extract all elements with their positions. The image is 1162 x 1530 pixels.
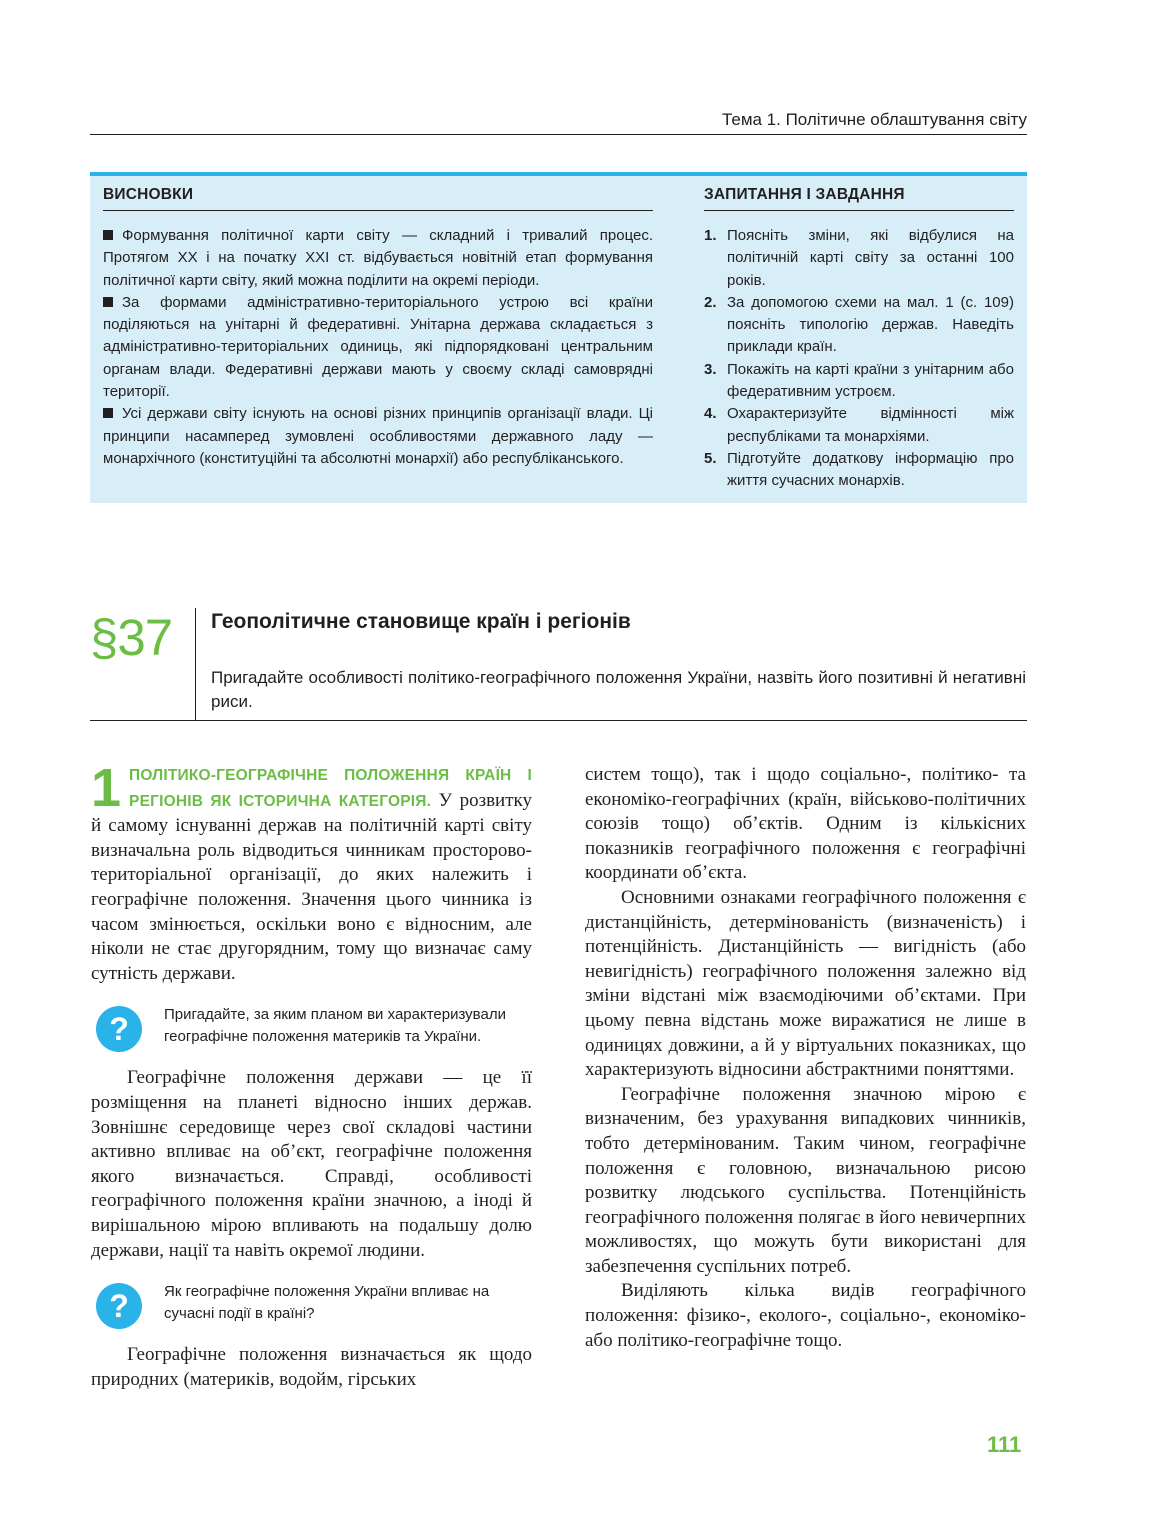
body-paragraph: Географічне положення визначається як щодо природних (материків, водойм, гірських	[91, 1344, 532, 1390]
question-text: Поясніть зміни, які відбулися на політичній карті світу за останні 100 років.	[727, 227, 1014, 289]
question-mark-icon: ?	[96, 1283, 142, 1329]
questions-title: ЗАПИТАННЯ І ЗАВДАННЯ	[704, 186, 1014, 211]
question-number: 5.	[704, 449, 717, 467]
question-number: 4.	[704, 405, 717, 423]
recall-question-text: Як географічне положення України впливає на сучасні події в країні?	[164, 1283, 490, 1323]
question-text: За допомогою схеми на мал. 1 (с. 109) поясніть типологію держав. Наведіть приклади країн.	[727, 293, 1014, 356]
conclusion-item	[103, 403, 653, 470]
section-number: §37	[90, 609, 173, 666]
conclusion-item	[103, 225, 653, 292]
running-head: Тема 1. Політичне облаштування світу	[721, 110, 1027, 129]
body-paragraph: Виділяють кілька видів географічного положення: фізико-, еколого-, соціально-, економіко- або політико-географічне тощо.	[585, 1280, 1026, 1351]
question-text: Покажіть на карті країни з унітарним або федеративним устроєм.	[727, 360, 1014, 401]
subsection-paragraph	[91, 758, 532, 986]
subsection-heading: ПОЛІТИКО-ГЕОГРАФІЧНЕ ПОЛОЖЕННЯ КРАЇН І РЕГІОНІВ ЯК ІСТОРИЧНА КАТЕГОРІЯ.	[129, 767, 532, 810]
conclusions-text	[103, 225, 653, 470]
conclusion-item	[103, 292, 653, 403]
question-item	[704, 359, 1014, 404]
question-item	[704, 448, 1014, 493]
body-paragraph: Географічне положення значною мірою є визначеним, без урахування випадкових чинників, тобто детермінованим. Таким чином, географічне положення є головною, визначальною рисою розвитку людського суспільства. Потенційність географічного положення полягає в його невичерпних можливостях, що можуть бути використані для забезпечення суспільних потреб.	[585, 1083, 1026, 1277]
question-item	[704, 403, 1014, 448]
question-number: 3.	[704, 360, 717, 378]
question-number: 1.	[704, 227, 717, 244]
conclusion-text: За формами адміністративно-територіального устрою всі країни поділяються на унітарні й федеративні. Унітарна держава складається з адміністративно-територіальних одиниць, які підпорядковані центральним органам влади. Федеративні держави мають у своєму складі самоврядні території.	[103, 293, 653, 401]
conclusions-title: ВИСНОВКИ	[103, 186, 653, 211]
conclusion-text: Усі держави світу існують на основі різних принципів організації влади. Ці принципи насамперед зумовлені особливостями державного ладу — монархічного (конституційні та абсолютні монархії) або республіканського.	[103, 405, 653, 467]
question-mark-icon: ?	[96, 1006, 142, 1052]
subsection-text: У розвитку й самому існуванні держав на політичній карті світу визначальна роль відводиться чинникам просторово-територіальної організації, до яких належить і географічне положення. Значення цього чинника із часом змінюється, оскільки воно є відносним, але ніколи не стає другорядним, тому що визначає саму сутність держави.	[91, 789, 532, 984]
summary-box	[90, 172, 1027, 503]
header-divider	[90, 134, 1027, 135]
question-item	[704, 225, 1014, 292]
square-bullet-icon	[103, 297, 113, 307]
section-intro: Пригадайте особливості політико-географічного положення України, назвіть його позитивні й негативні риси.	[211, 668, 1026, 711]
page-number: 111	[987, 1432, 1022, 1457]
conclusions-panel	[103, 186, 653, 470]
subsection-number: 1	[91, 758, 122, 818]
questions-panel	[704, 186, 1014, 493]
recall-question-text: Пригадайте, за яким планом ви характеризували географічне положення материків та України.	[164, 1006, 506, 1046]
question-text: Охарактеризуйте відмінності між республіками та монархіями.	[727, 405, 1014, 445]
conclusion-text: Формування політичної карти світу — складний і тривалий процес. Протягом XX і на початку XXI ст. відбувається новітній етап формування політичної карти світу, який можна поділити на окремі періоди.	[103, 227, 653, 289]
question-text: Підготуйте додаткову інформацію про життя сучасних монархів.	[727, 449, 1014, 490]
body-paragraph: Географічне положення держави — це її розміщення на планеті відносно інших держав. Зовнішнє середовище через свої складові частини активно впливає на об’єкт, географічне положення якого визначається. Справді, особливості географічного положення країни значною, а іноді й вирішальною мірою впливають на подальшу долю держави, нації та навіть окремої людини.	[91, 1067, 532, 1261]
body-paragraph: систем тощо), так і щодо соціально-, політико- та економіко-географічних (країн, військово-політичних союзів тощо) об’єктів. Одним із кількісних показників географічного положення є географічні координати об’єкта.	[585, 764, 1026, 884]
question-number: 2.	[704, 293, 717, 311]
body-paragraph: Основними ознаками географічного положення є дистанційність, детермінованість (визначеність) і потенційність. Дистанційність — вигідність (або невигідність) географічного положення залежно від зміни відстані між взаємодіючими об’єктами. При цьому певна відстань може виражатися не лише в одиницях довжини, а й у віртуальних показниках, що характеризують відносини абстрактними поняттями.	[585, 886, 1026, 1081]
square-bullet-icon	[103, 408, 113, 418]
questions-list	[704, 225, 1014, 493]
recall-question	[91, 1281, 532, 1329]
body-column-right	[585, 763, 1026, 1353]
question-item	[704, 292, 1014, 359]
square-bullet-icon	[103, 230, 113, 240]
section-divider-vertical	[195, 608, 196, 720]
section-title: Геополітичне становище країн і регіонів	[211, 610, 631, 633]
section-divider	[90, 720, 1027, 721]
recall-question	[91, 1004, 532, 1052]
body-column-left	[91, 758, 532, 1392]
